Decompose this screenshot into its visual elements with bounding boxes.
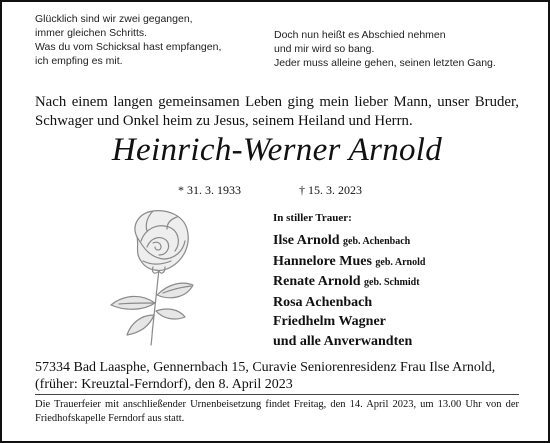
mourner-name: und alle Anverwandten xyxy=(273,333,413,349)
verse-right xyxy=(274,28,534,70)
verse-left-line: immer gleichen Schritts. xyxy=(35,27,148,39)
funeral-notice: Die Trauerfeier mit anschließender Urnenbeisetzung findet Freitag, den 14. April 2023, um 13.00 Uhr von der Friedhofskapelle Ferndorf aus statt. xyxy=(35,399,519,424)
address-block xyxy=(35,360,525,393)
mourner-row xyxy=(273,312,425,332)
divider xyxy=(35,394,519,395)
rose-illustration-icon xyxy=(97,207,227,347)
mourner-name: Friedhelm Wagner xyxy=(273,314,386,329)
verse-right-line: und mir wird so bang. xyxy=(274,43,375,55)
mourner-maiden-name: geb. Achenbach xyxy=(343,236,411,247)
birth-date: * 31. 3. 1933 xyxy=(178,183,241,197)
mourner-maiden-name: geb. Arnold xyxy=(375,256,426,268)
mourners-list xyxy=(273,231,425,351)
mourner-maiden-name: geb. Schmidt xyxy=(364,277,420,288)
mourner-name: Ilse Arnold xyxy=(273,233,340,248)
verse-left-line: Was du vom Schicksal hast empfangen, xyxy=(35,41,222,53)
deceased-name: Heinrich-Werner Arnold xyxy=(111,132,443,168)
verse-right-line: Doch nun heißt es Abschied nehmen xyxy=(274,29,446,41)
verse-left xyxy=(35,12,265,68)
address-line: (früher: Kreuztal-Ferndorf), den 8. April 2023 xyxy=(35,376,293,392)
verse-right-line: Jeder muss alleine gehen, seinen letzten Gang. xyxy=(274,57,496,69)
mourner-name: Hannelore Mues xyxy=(273,253,372,269)
verse-left-line: ich empfing es mit. xyxy=(35,55,123,67)
mourner-row xyxy=(273,231,425,252)
verse-left-line: Glücklich sind wir zwei gegangen, xyxy=(35,13,193,25)
address-line: 57334 Bad Laasphe, Gennernbach 15, Curavie Seniorenresidenz Frau Ilse Arnold, xyxy=(35,360,496,375)
mourning-heading: In stiller Trauer: xyxy=(273,212,352,224)
mourner-row xyxy=(273,272,425,293)
mourner-row xyxy=(273,293,425,313)
intro-text: Nach einem langen gemeinsamen Leben ging mein lieber Mann, unser Bruder, Schwager und Onkel heim zu Jesus, seinem Heiland und Herrn. xyxy=(35,94,519,129)
mourner-name: Renate Arnold xyxy=(273,274,361,289)
mourner-row xyxy=(273,252,425,273)
mourner-name: Rosa Achenbach xyxy=(273,294,373,310)
mourner-row xyxy=(273,332,425,352)
death-date: † 15. 3. 2023 xyxy=(299,183,362,197)
